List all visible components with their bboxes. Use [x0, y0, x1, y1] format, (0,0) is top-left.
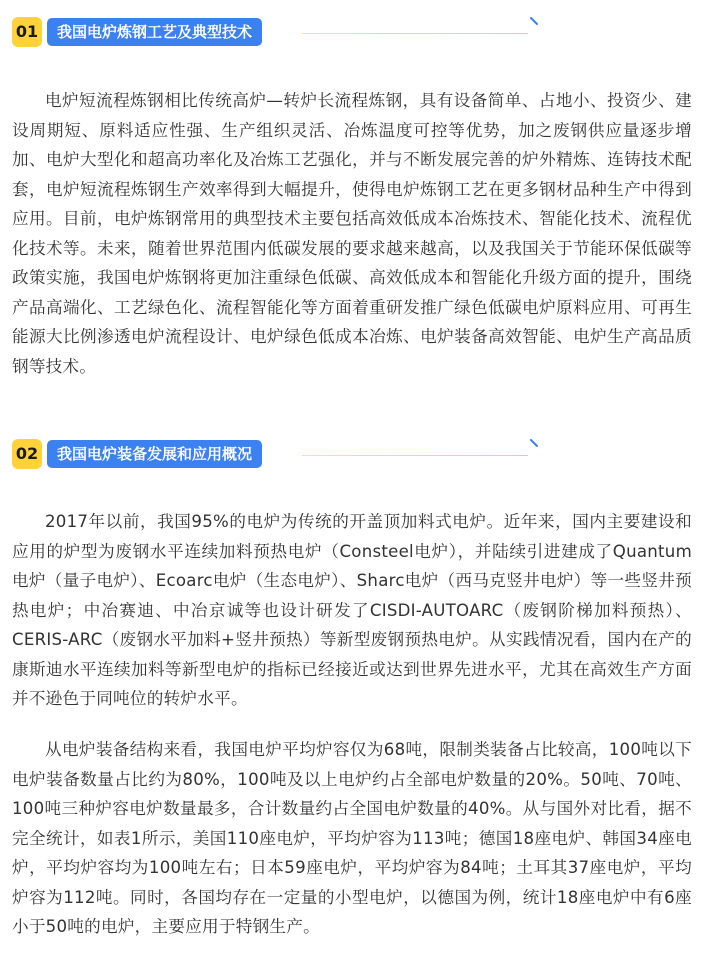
section-number-badge: 01 — [12, 17, 42, 47]
body-paragraph: 2017年以前，我国95%的电炉为传统的开盖顶加料式电炉。近年来，国内主要建设和应用的炉型为废钢水平连续加料预热电炉（Consteel电炉），并陆续引进建成了Quantum电炉（量子电炉）、Ecoarc电炉（生态电炉）、Sharc电炉（西马克竖井电炉）等一些竖井预热电炉；中冶赛迪、中冶京诚等也设计研发了CISDI-AUTOARC（废钢阶梯加料预热）、CERIS-ARC（废钢水平加料+竖井预热）等新型废钢预热电炉。从实践情况看，国内在产的康斯迪水平连续加料等新型电炉的指标已经接近或达到世界先进水平，尤其在高效生产方面并不逊色于同吨位的转炉水平。 — [12, 512, 692, 708]
body-paragraph: 电炉短流程炼钢相比传统高炉—转炉长流程炼钢，具有设备简单、占地小、投资少、建设周期短、原料适应性强、生产组织灵活、冶炼温度可控等优势，加之废钢供应量逐步增加、电炉大型化和超高功率化及冶炼工艺强化，并与不断发展完善的炉外精炼、连铸技术配套，电炉短流程炼钢生产效率得到大幅提升，使得电炉炼钢工艺在更多钢材品种生产中得到应用。目前，电炉炼钢常用的典型技术主要包括高效低成本冶炼技术、智能化技术、流程优化技术等。未来，随着世界范围内低碳发展的要求越来越高，以及我国关于节能环保低碳等政策实施，我国电炉炼钢将更加注重绿色低碳、高效低成本和智能化升级方面的提升，围绕产品高端化、工艺绿色化、流程智能化等方面着重研发推广绿色低碳电炉原料应用、可再生能源大比例渗透电炉流程设计、电炉绿色低成本冶炼、电炉装备高效智能、电炉生产高品质钢等技术。 — [12, 91, 692, 376]
section-title: 我国电炉炼钢工艺及典型技术 — [47, 18, 262, 46]
section-header-02 — [12, 439, 572, 469]
section-title: 我国电炉装备发展和应用概况 — [47, 440, 262, 468]
section-header-01 — [12, 17, 572, 47]
header-divider-line — [302, 455, 528, 456]
body-paragraph: 从电炉装备结构来看，我国电炉平均炉容仅为68吨，限制类装备占比较高，100吨以下电炉装备数量占比约为80%，100吨及以上电炉约占全部电炉数量的20%。50吨、70吨、100吨三种炉容电炉数量最多，合计数量约占全国电炉数量的40%。从与国外对比看，据不完全统计，如表1所示，美国110座电炉，平均炉容为113吨；德国18座电炉、韩国34座电炉，平均炉容均为100吨左右；日本59座电炉，平均炉容为84吨；土耳其37座电炉，平均炉容为112吨。同时，各国均存在一定量的小型电炉，以德国为例，统计18座电炉中有6座小于50吨的电炉，主要应用于特钢生产。 — [12, 740, 692, 936]
slash-accent-icon — [530, 17, 538, 25]
slash-accent-icon — [530, 439, 538, 447]
section-number-badge: 02 — [12, 439, 42, 469]
header-divider-line — [302, 33, 528, 34]
